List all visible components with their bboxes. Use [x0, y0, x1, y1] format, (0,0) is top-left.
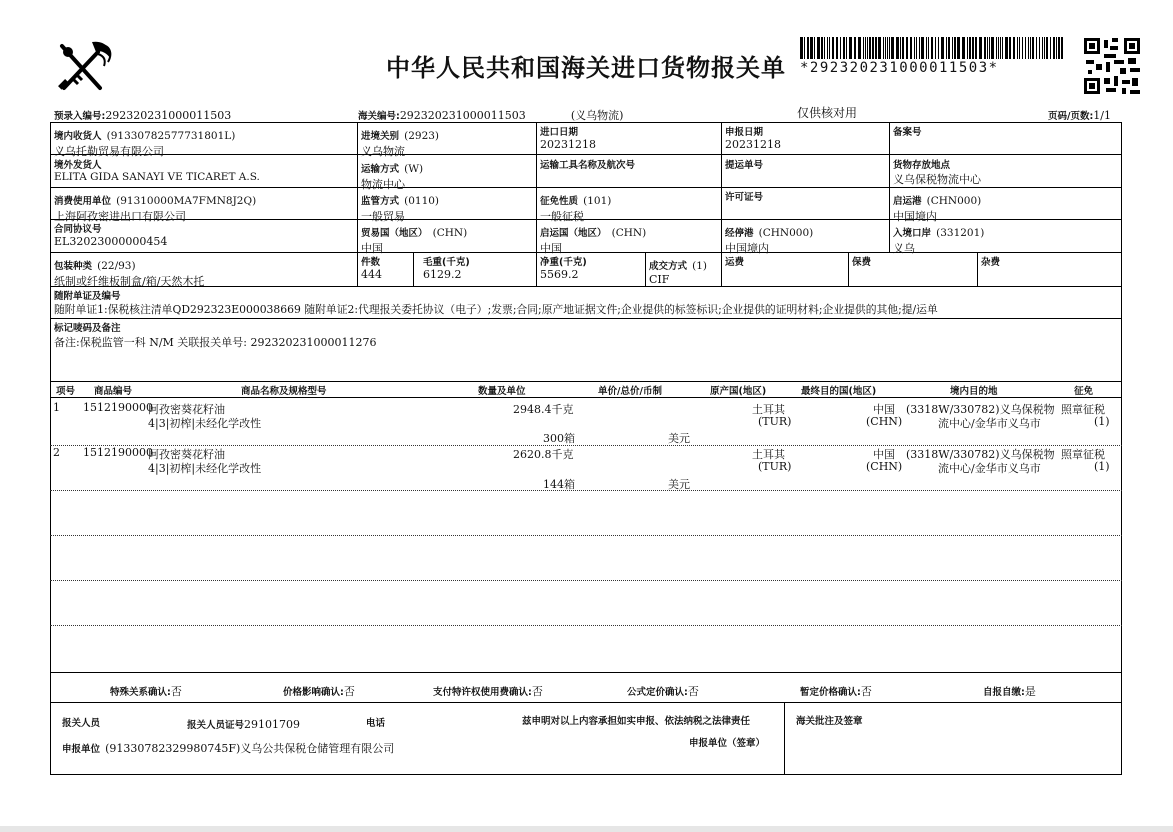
barcode-bar [967, 37, 968, 59]
table-row-levy: 照章征税 [1061, 448, 1105, 461]
col-goods-name: 商品名称及规格型号 [241, 386, 327, 397]
barcode-bar [875, 37, 877, 59]
documents-field: 随附单证及编号 随附单证1:保税核注清单QD292323E000038669 随附单证2:代理报关委托协议（电子）;发票;合同;原产地证据文件;企业提供的标签标识;企业提供的证明材料;企业提供的其他;提/运单 [54, 291, 938, 316]
notice-text: 仅供核对用 [797, 106, 858, 120]
barcode-bar [863, 37, 864, 59]
table-row-levy: 照章征税 [1061, 403, 1105, 416]
declarant-cert: 报关人员证号29101709 [187, 718, 301, 731]
barcode-bar [926, 37, 927, 59]
via-port-field: 经停港 (CHN000) 中国境内 [725, 227, 814, 255]
license-field: 许可证号 [725, 192, 764, 203]
col-destination: 最终目的国(地区) [801, 386, 877, 397]
barcode-bar [878, 37, 881, 59]
insurance-field: 保费 [852, 257, 872, 268]
package-field: 包装种类 (22/93) 纸制或纤维板制盒/箱/天然木托 [54, 260, 205, 288]
barcode-bar [954, 37, 956, 59]
col-hs-code: 商品编号 [94, 386, 133, 397]
col-origin: 原产国(地区) [710, 386, 767, 397]
barcode-bar [900, 37, 901, 59]
barcode-bar [827, 37, 828, 59]
table-row-domestic: (3318W/330782)义乌保税物 [906, 448, 1055, 461]
import-date-field: 进口日期 20231218 [540, 127, 596, 151]
barcode-bar [889, 37, 890, 59]
barcode-bar [807, 37, 809, 59]
customs-no: 海关编号:292320231000011503 (义乌物流) [358, 109, 624, 122]
supervision-field: 监管方式 (0110) 一般贸易 [361, 195, 440, 223]
table-row-origin: 土耳其 [752, 448, 785, 461]
col-domestic-dest: 境内目的地 [950, 386, 998, 397]
deal-field: 成交方式 (1) CIF [649, 260, 707, 286]
barcode-bar [991, 37, 994, 59]
barcode-bar [935, 37, 936, 59]
transport-field: 运输方式 (W) 物流中心 [361, 163, 424, 191]
barcode-bar [1019, 37, 1020, 59]
barcode-bar [1058, 37, 1060, 59]
barcode-bar [938, 37, 939, 59]
table-row-no: 1 [53, 401, 60, 414]
barcode-bar [1028, 37, 1029, 59]
barcode-bar [962, 37, 965, 59]
table-row-dest-code: (CHN) [866, 460, 903, 473]
barcode-bar [946, 37, 947, 59]
barcode-bar [914, 37, 915, 59]
barcode-bar [902, 37, 904, 59]
formula-price-confirm: 公式定价确认:否 [627, 685, 699, 698]
contract-field: 合同协议号 EL32023000000454 [54, 224, 168, 248]
table-row-dest: 中国 [873, 403, 895, 416]
barcode-bar [840, 37, 841, 59]
barcode-bar [887, 37, 888, 59]
barcode-bar [987, 37, 988, 59]
special-relation-confirm: 特殊关系确认:否 [110, 685, 182, 698]
net-weight-field: 净重(千克) 5569.2 [540, 257, 587, 281]
barcode-bar [804, 37, 805, 59]
customs-approval-label: 海关批注及签章 [796, 716, 863, 727]
declare-date-field: 申报日期 20231218 [725, 127, 781, 151]
barcode-bar [885, 37, 886, 59]
barcode-bar [916, 37, 917, 59]
barcode-bar [810, 37, 813, 59]
barcode-bar [843, 37, 845, 59]
barcode-bar [996, 37, 997, 59]
barcode-bar [989, 37, 990, 59]
barcode-bar [800, 37, 803, 59]
barcode-bar [1042, 37, 1043, 59]
table-row-levy2: (1) [1094, 415, 1110, 428]
table-row-spec: 4|3|初榨|未经化学改性 [148, 462, 262, 475]
table-row-code: 1512190000 [83, 446, 153, 459]
document-title: 中华人民共和国海关进口货物报关单 [386, 54, 786, 82]
barcode-bar [891, 37, 894, 59]
departure-port-field: 启运港 (CHN000) 中国境内 [893, 195, 982, 223]
barcode-bar [869, 37, 871, 59]
table-row-name: 阿孜密葵花籽油 [148, 448, 225, 461]
pieces-field: 件数 444 [361, 257, 382, 281]
consignee-field: 境内收货人 (91330782577731801L) 义乌托勒贸易有限公司 [54, 130, 236, 158]
col-item-no: 项号 [56, 386, 76, 397]
table-row-spec: 4|3|初榨|未经化学改性 [148, 417, 262, 430]
barcode-bar [817, 37, 820, 59]
barcode-bar [998, 37, 999, 59]
barcode-bar [910, 37, 912, 59]
barcode-bar [1030, 37, 1031, 59]
table-row-qty: 2948.4千克 [513, 403, 574, 416]
barcode-bar [1032, 37, 1034, 59]
barcode-bar [948, 37, 950, 59]
qr-code-icon [1084, 38, 1140, 94]
barcode-bar [1044, 37, 1045, 59]
barcode-bar [1056, 37, 1057, 59]
consumer-field: 消费使用单位 (91310000MA7FMN8J2Q) 上海阿孜密进出口有限公司 [54, 195, 257, 223]
table-row-origin-code: (TUR) [758, 460, 792, 473]
col-price: 单价/总价/币制 [598, 386, 662, 397]
royalty-confirm: 支付特许权使用费确认:否 [433, 685, 543, 698]
misc-fee-field: 杂费 [981, 257, 1001, 268]
barcode-bar [1009, 37, 1011, 59]
barcode-bar [979, 37, 982, 59]
table-row-no: 2 [53, 446, 60, 459]
barcode-bar [969, 37, 971, 59]
barcode-bar [952, 37, 953, 59]
barcode-bar [984, 37, 986, 59]
barcode-bar [931, 37, 933, 59]
barcode-text: *292320231000011503* [800, 60, 999, 76]
barcode-bar [919, 37, 920, 59]
barcode-bar [896, 37, 899, 59]
trade-country-field: 贸易国（地区） (CHN) 中国 [361, 227, 468, 255]
barcode-bar [1046, 37, 1048, 59]
barcode-bar [821, 37, 823, 59]
page-bottom-bar [0, 826, 1173, 832]
table-row-dest: 中国 [873, 448, 895, 461]
table-row-domestic: (3318W/330782)义乌保税物 [906, 403, 1055, 416]
declarant-label: 报关人员 [62, 718, 101, 729]
table-row-domestic2: 流中心/金华市义乌市 [938, 462, 1041, 475]
provisional-price-confirm: 暂定价格确认:否 [800, 685, 872, 698]
declaring-unit: 申报单位 (91330782329980745F)义乌公共保税仓储管理有限公司 [62, 742, 395, 755]
barcode-bar [921, 37, 924, 59]
table-row-qty2: 144箱 [543, 478, 575, 491]
barcode-bar [1000, 37, 1001, 59]
vehicle-field: 运输工具名称及航次号 [540, 160, 636, 171]
barcode-bar [972, 37, 974, 59]
self-declare-confirm: 自报自缴:是 [983, 685, 1036, 698]
table-row-origin: 土耳其 [752, 403, 785, 416]
barcode-bar [1039, 37, 1040, 59]
table-row-qty2: 300箱 [543, 432, 575, 445]
table-row-name: 阿孜密葵花籽油 [148, 403, 225, 416]
table-row-dest-code: (CHN) [866, 415, 903, 428]
legal-statement: 兹申明对以上内容承担如实申报、依法纳税之法律责任 [522, 716, 751, 727]
barcode-bar [824, 37, 825, 59]
freight-field: 运费 [725, 257, 745, 268]
pre-entry-no: 预录入编号:292320231000011503 [54, 109, 232, 122]
barcode-bar [883, 37, 884, 59]
barcode-bar [1025, 37, 1026, 59]
barcode-bar [941, 37, 944, 59]
price-impact-confirm: 价格影响确认:否 [283, 685, 355, 698]
barcode-bar [849, 37, 852, 59]
barcode-bar [1050, 37, 1051, 59]
unit-seal-label: 申报单位（签章） [689, 738, 766, 749]
record-no-field: 备案号 [893, 127, 922, 138]
customs-emblem-icon [52, 38, 116, 98]
barcode-bar [865, 37, 866, 59]
barcode-bar [1002, 37, 1003, 59]
entry-customs-field: 进境关别 (2923) 义乌物流 [361, 130, 440, 158]
col-quantity: 数量及单位 [478, 386, 526, 397]
barcode-bar [1005, 37, 1008, 59]
phone-label: 电话 [366, 718, 386, 729]
barcode-bar [858, 37, 861, 59]
goods-place-field: 货物存放地点 义乌保税物流中心 [893, 160, 981, 186]
barcode-bar [846, 37, 847, 59]
origin-country-field: 启运国（地区） (CHN) 中国 [540, 227, 647, 255]
barcode-bar [975, 37, 977, 59]
col-levy: 征免 [1074, 386, 1094, 397]
marks-field: 标记唛码及备注 备注:保税监管一科 N/M 关联报关单号: 292320231000011276 [54, 323, 377, 349]
page-info: 页码/页数:1/1 [1048, 109, 1111, 122]
entry-port-field: 入境口岸 (331201) 义乌 [893, 227, 985, 255]
table-row-currency: 美元 [668, 478, 690, 491]
barcode-bar [867, 37, 868, 59]
levy-field: 征免性质 (101) 一般征税 [540, 195, 612, 223]
table-row-code: 1512190000 [83, 401, 153, 414]
table-row-domestic2: 流中心/金华市义乌市 [938, 417, 1041, 430]
barcode-bar [1053, 37, 1055, 59]
barcode-bar [814, 37, 815, 59]
barcode-bar [957, 37, 960, 59]
barcode-bar [1061, 37, 1063, 59]
barcode-bar [928, 37, 929, 59]
table-row-currency: 美元 [668, 432, 690, 445]
table-row-origin-code: (TUR) [758, 415, 792, 428]
barcode [800, 37, 1068, 61]
barcode-bar [836, 37, 838, 59]
barcode-bar [906, 37, 908, 59]
barcode-bar [829, 37, 830, 59]
barcode-bar [832, 37, 834, 59]
barcode-bar [872, 37, 874, 59]
table-row-levy2: (1) [1094, 460, 1110, 473]
table-row-qty: 2620.8千克 [513, 448, 574, 461]
barcode-bar [1022, 37, 1023, 59]
barcode-bar [1017, 37, 1018, 59]
bl-field: 提运单号 [725, 160, 764, 171]
barcode-bar [1013, 37, 1015, 59]
barcode-bar [854, 37, 856, 59]
gross-weight-field: 毛重(千克) 6129.2 [423, 257, 470, 281]
shipper-field: 境外发货人 ELITA GIDA SANAYI VE TICARET A.S. [54, 160, 260, 183]
barcode-bar [1036, 37, 1037, 59]
